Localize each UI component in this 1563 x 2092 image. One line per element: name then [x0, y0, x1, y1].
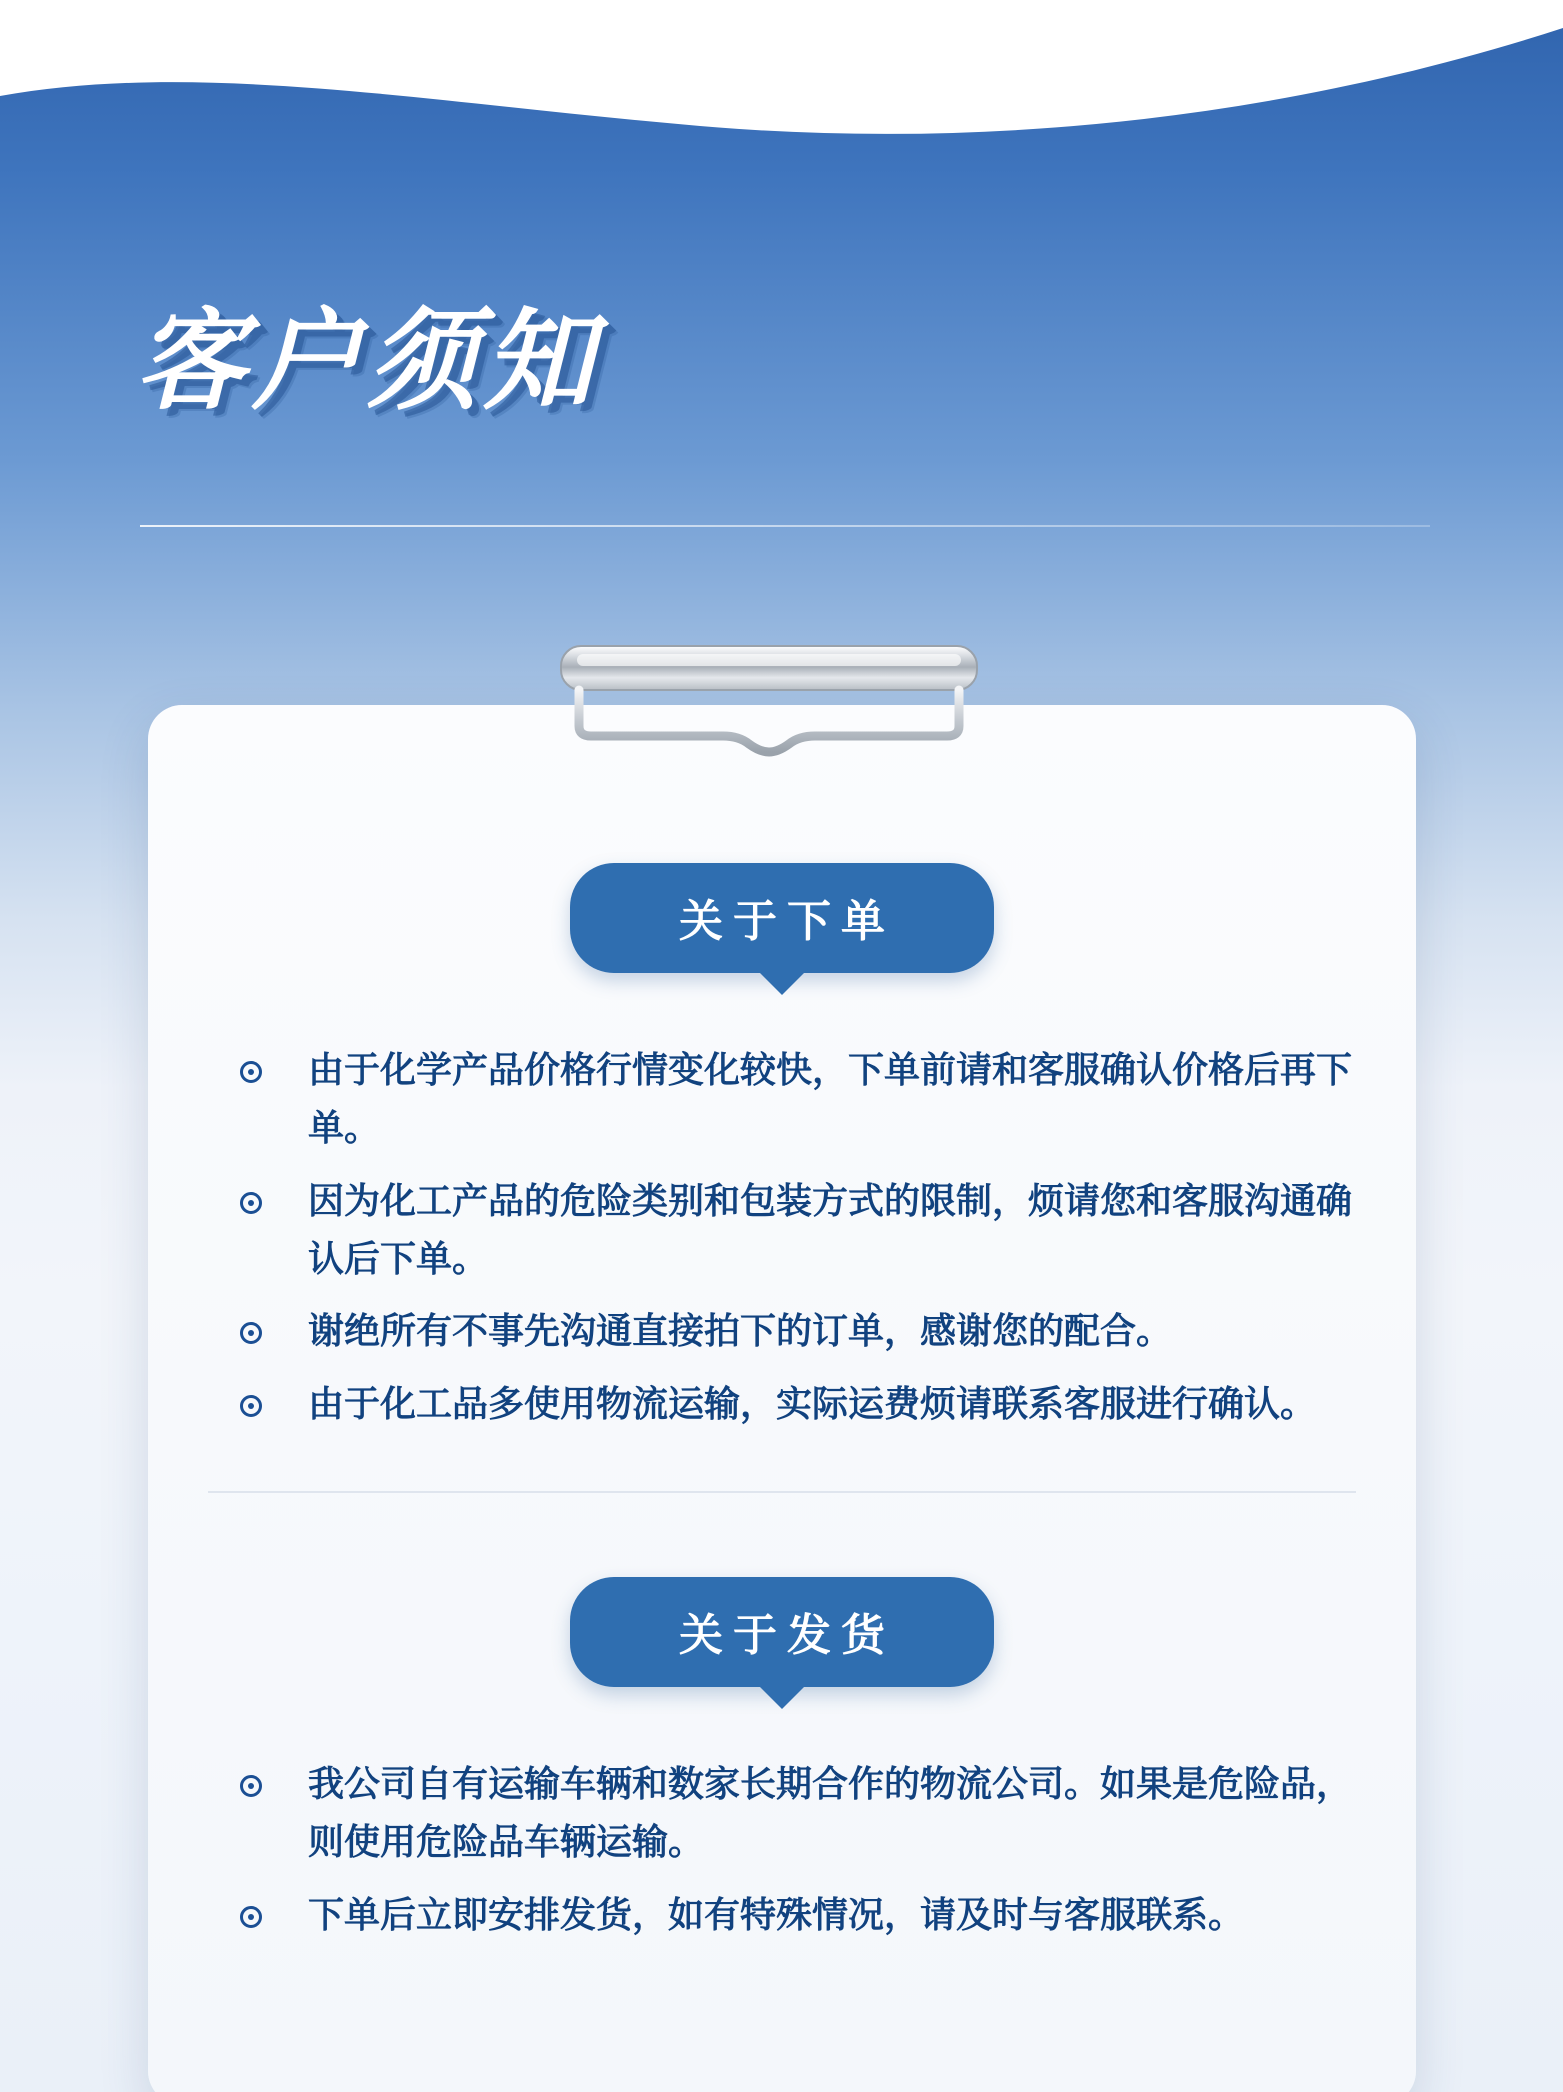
section-about-ordering [148, 705, 1416, 1433]
bullet-dot-icon [240, 1906, 262, 1928]
bullet-list-ordering [208, 1041, 1356, 1433]
bullet-dot-icon [240, 1061, 262, 1083]
bullet-dot-icon [240, 1775, 262, 1797]
section-heading-wrap [208, 1577, 1356, 1687]
bullet-dot-icon [240, 1395, 262, 1417]
section-heading-badge-1: 关于下单 [570, 863, 994, 973]
list-item [208, 1041, 1356, 1158]
title-divider [140, 525, 1430, 527]
list-item-text: 下单后立即安排发货，如有特殊情况，请及时与客服联系。 [308, 1893, 1245, 1935]
list-item [208, 1172, 1356, 1289]
list-item [208, 1375, 1356, 1433]
bullet-dot-icon [240, 1322, 262, 1344]
clipboard-panel [148, 705, 1416, 2092]
list-item-text: 由于化学产品价格行情变化较快，下单前请和客服确认价格后再下单。 [308, 1049, 1353, 1149]
list-item-text: 谢绝所有不事先沟通直接拍下的订单，感谢您的配合。 [308, 1310, 1173, 1352]
list-item-text: 由于化工品多使用物流运输，实际运费烦请联系客服进行确认。 [308, 1382, 1317, 1424]
list-item [208, 1302, 1356, 1360]
list-item-text: 因为化工产品的危险类别和包装方式的限制，烦请您和客服沟通确认后下单。 [308, 1179, 1353, 1279]
section-divider [208, 1491, 1356, 1493]
list-item-text: 我公司自有运输车辆和数家长期合作的物流公司。如果是危险品，则使用危险品车辆运输。 [308, 1762, 1353, 1863]
list-item [208, 1886, 1356, 1944]
list-item [208, 1755, 1356, 1872]
section-heading-badge-2: 关于发货 [570, 1577, 994, 1687]
page-title: 客户须知 [135, 300, 599, 423]
section-heading-wrap [208, 863, 1356, 973]
bullet-dot-icon [240, 1192, 262, 1214]
clipboard-clip-icon [553, 640, 985, 760]
page-header [0, 300, 1563, 423]
top-wave-decoration [0, 0, 1563, 170]
section-about-shipping [148, 1577, 1416, 1944]
bullet-list-shipping [208, 1755, 1356, 1944]
